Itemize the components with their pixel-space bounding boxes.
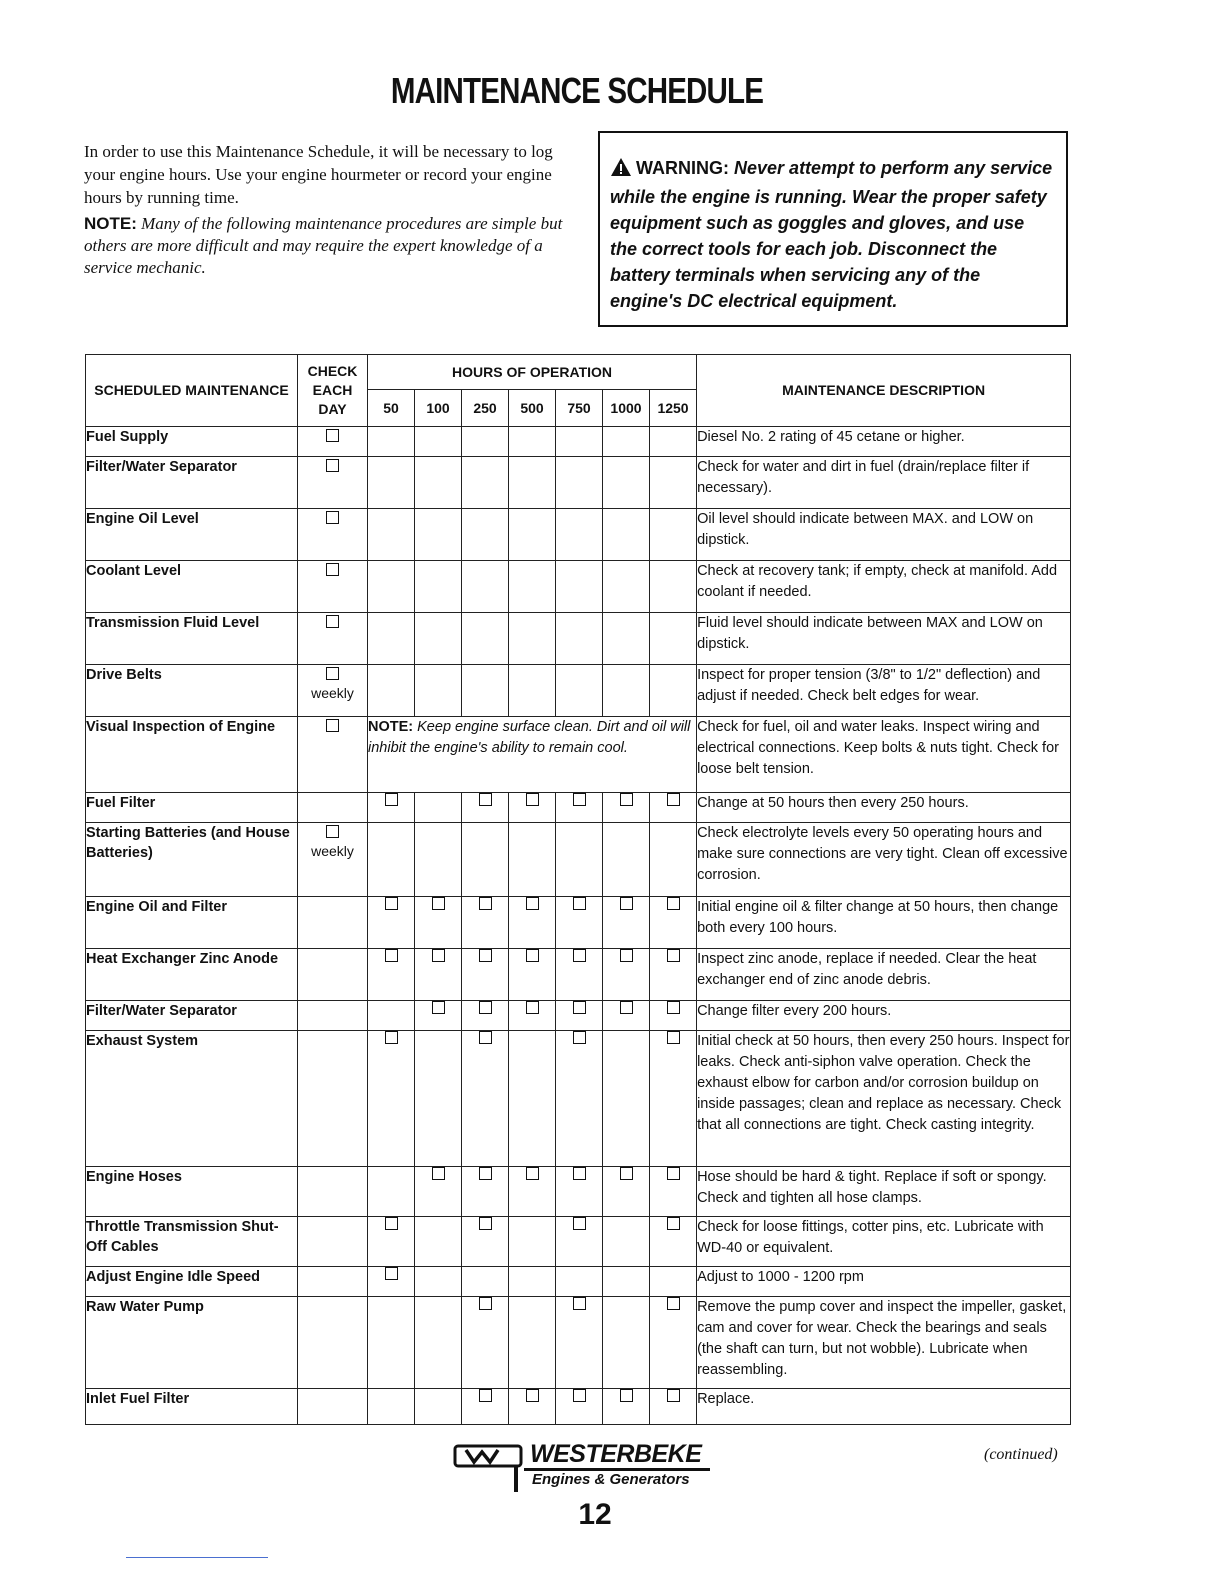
hour-checkbox[interactable] [573,1217,586,1230]
hour-cell [462,457,509,509]
hour-cell [509,665,556,717]
hour-cell [462,1297,509,1389]
maintenance-description: Inspect for proper tension (3/8" to 1/2" deflection) and adjust if needed. Check belt edges for wear. [697,665,1071,717]
hour-cell [415,1167,462,1217]
page-number: 12 [578,1498,612,1531]
hour-cell [368,1167,415,1217]
table-row [86,897,1071,949]
hour-cell [650,1389,697,1425]
hour-cell [509,1031,556,1167]
hours-note-cell [368,717,697,793]
hour-checkbox[interactable] [432,1167,445,1180]
hour-cell [415,427,462,457]
hour-cell [462,665,509,717]
hour-cell [368,949,415,1001]
hour-checkbox[interactable] [385,1267,398,1280]
hour-cell [462,949,509,1001]
hour-cell [415,665,462,717]
hour-cell [368,823,415,897]
hour-checkbox[interactable] [479,1167,492,1180]
table-row [86,823,1071,897]
note-text: Many of the following maintenance procedures are simple but others are more difficult and may require the expert knowledge of a service mechanic. [84,214,563,277]
hour-checkbox[interactable] [667,1297,680,1310]
hour-cell [650,1217,697,1267]
table-row [86,457,1071,509]
daily-checkbox[interactable] [326,459,339,472]
maintenance-item: Fuel Filter [86,793,298,823]
hour-column-header: 1000 [603,390,650,427]
maintenance-description: Initial check at 50 hours, then every 250 hours. Inspect for leaks. Check anti-siphon valve operation. Check the exhaust elbow for carbon and/or corrosion buildup on inside passages; clean and replace as necessary. Check that all connections are tight. Check casting integrity. [697,1031,1071,1167]
hour-cell [509,561,556,613]
table-row [86,1389,1071,1425]
maintenance-item: Engine Oil Level [86,509,298,561]
table-row [86,1267,1071,1297]
daily-note: weekly [311,685,354,701]
daily-check-cell [298,509,368,561]
maintenance-description: Inspect zinc anode, replace if needed. Clear the heat exchanger end of zinc anode debris. [697,949,1071,1001]
hour-cell [509,1217,556,1267]
hour-column-header: 250 [462,390,509,427]
hour-cell [603,793,650,823]
hour-cell [368,793,415,823]
table-row [86,793,1071,823]
hour-checkbox[interactable] [667,1389,680,1402]
hour-cell [650,561,697,613]
hour-cell [368,1217,415,1267]
hour-cell [462,897,509,949]
hour-cell [462,1001,509,1031]
hour-checkbox[interactable] [667,793,680,806]
hour-checkbox[interactable] [432,897,445,910]
hour-cell [368,1389,415,1425]
daily-checkbox[interactable] [326,511,339,524]
hour-cell [509,823,556,897]
hour-cell [368,427,415,457]
hour-cell [556,1031,603,1167]
table-row [86,509,1071,561]
hour-cell [556,823,603,897]
hour-cell [556,1217,603,1267]
note-label: NOTE: [84,214,137,233]
maintenance-description: Diesel No. 2 rating of 45 cetane or higher. [697,427,1071,457]
hour-cell [462,1267,509,1297]
table-row [86,949,1071,1001]
maintenance-item: Exhaust System [86,1031,298,1167]
hour-cell [603,665,650,717]
hour-cell [415,509,462,561]
hour-checkbox[interactable] [620,949,633,962]
intro-text-block [84,140,572,279]
hour-cell [462,1389,509,1425]
hour-checkbox[interactable] [385,793,398,806]
hour-cell [368,1297,415,1389]
hour-cell [509,457,556,509]
daily-check-cell [298,665,368,717]
maintenance-description: Adjust to 1000 - 1200 rpm [697,1267,1071,1297]
hour-checkbox[interactable] [526,793,539,806]
daily-check-cell [298,1297,368,1389]
daily-check-cell [298,793,368,823]
daily-checkbox[interactable] [326,825,339,838]
hour-cell [556,427,603,457]
table-row [86,1031,1071,1167]
hour-cell [509,613,556,665]
hour-cell [603,427,650,457]
hour-cell [415,897,462,949]
hour-cell [603,1297,650,1389]
hour-cell [603,949,650,1001]
hour-cell [509,1001,556,1031]
hour-cell [509,1167,556,1217]
maintenance-item: Drive Belts [86,665,298,717]
maintenance-item: Coolant Level [86,561,298,613]
daily-check-cell [298,1267,368,1297]
hour-cell [368,897,415,949]
hour-cell [415,1389,462,1425]
table-row [86,1297,1071,1389]
table-row [86,561,1071,613]
maintenance-item: Fuel Supply [86,427,298,457]
header-maintenance-description: MAINTENANCE DESCRIPTION [697,355,1071,427]
hour-cell [462,793,509,823]
daily-check-cell [298,823,368,897]
daily-checkbox[interactable] [326,615,339,628]
hour-cell [368,613,415,665]
hour-cell [509,1267,556,1297]
logo-badge [452,1442,526,1494]
divider-line [126,1557,268,1558]
hour-cell [603,897,650,949]
hour-column-header: 500 [509,390,556,427]
hour-cell [415,613,462,665]
hour-checkbox[interactable] [573,949,586,962]
hour-cell [462,509,509,561]
hour-cell [650,1001,697,1031]
daily-check-cell [298,717,368,793]
daily-check-cell [298,561,368,613]
header-hours-of-operation: HOURS OF OPERATION [368,355,697,390]
logo-brand: WESTERBEKE [530,1440,702,1468]
hour-cell [556,897,603,949]
hour-checkbox[interactable] [667,897,680,910]
hour-checkbox[interactable] [479,1031,492,1044]
daily-check-cell [298,1217,368,1267]
maintenance-description: Check at recovery tank; if empty, check at manifold. Add coolant if needed. [697,561,1071,613]
maintenance-description: Oil level should indicate between MAX. and LOW on dipstick. [697,509,1071,561]
hour-cell [462,613,509,665]
table-body [86,427,1071,1425]
continued-label: (continued) [984,1446,1058,1463]
daily-check-cell [298,949,368,1001]
hour-cell [650,949,697,1001]
hour-checkbox[interactable] [620,897,633,910]
hour-cell [603,1001,650,1031]
daily-check-cell [298,897,368,949]
hour-cell [556,457,603,509]
header-scheduled-maintenance: SCHEDULED MAINTENANCE [86,355,298,427]
hour-cell [556,793,603,823]
hour-cell [368,1267,415,1297]
maintenance-table [85,354,1071,1425]
hour-cell [603,1389,650,1425]
hour-checkbox[interactable] [667,1167,680,1180]
hour-checkbox[interactable] [573,897,586,910]
header-check-each-day: CHECK EACH DAY [298,355,368,427]
hour-checkbox[interactable] [385,1031,398,1044]
hour-cell [556,1297,603,1389]
hour-cell [509,949,556,1001]
hour-cell [509,897,556,949]
note-text: Keep engine surface clean. Dirt and oil will inhibit the engine's ability to remain cool. [368,719,691,756]
daily-check-cell [298,427,368,457]
hour-checkbox[interactable] [620,1001,633,1014]
maintenance-description: Remove the pump cover and inspect the impeller, gasket, cam and cover for wear. Check the bearings and seals (the shaft can turn, but not wobble). Lubricate when reassembling. [697,1297,1071,1389]
table-row [86,613,1071,665]
hour-cell [509,509,556,561]
hour-checkbox[interactable] [526,1001,539,1014]
hour-cell [509,1389,556,1425]
hour-checkbox[interactable] [479,1297,492,1310]
maintenance-description: Change at 50 hours then every 250 hours. [697,793,1071,823]
hour-cell [556,949,603,1001]
hour-checkbox[interactable] [573,1031,586,1044]
hour-checkbox[interactable] [385,897,398,910]
table-row [86,665,1071,717]
hour-checkbox[interactable] [432,1001,445,1014]
hour-cell [650,1167,697,1217]
warning-text: Never attempt to perform any service while the engine is running. Wear the proper safety equipment such as goggles and gloves, and use the correct tools for each job. Disconnect the battery terminals when servicing any of the engine's DC electrical equipment. [610,158,1053,311]
hour-cell [415,1217,462,1267]
daily-checkbox[interactable] [326,429,339,442]
hour-cell [650,457,697,509]
maintenance-description: Check electrolyte levels every 50 operating hours and make sure connections are very tight. Clean off excessive corrosion. [697,823,1071,897]
note-label: NOTE: [368,719,414,735]
hour-checkbox[interactable] [620,1389,633,1402]
maintenance-item: Raw Water Pump [86,1297,298,1389]
maintenance-item: Engine Oil and Filter [86,897,298,949]
maintenance-item: Starting Batteries (and House Batteries) [86,823,298,897]
daily-check-cell [298,457,368,509]
maintenance-description: Initial engine oil & filter change at 50 hours, then change both every 100 hours. [697,897,1071,949]
hour-cell [603,823,650,897]
hour-checkbox[interactable] [479,897,492,910]
hour-checkbox[interactable] [479,793,492,806]
hour-cell [556,665,603,717]
hour-cell [368,509,415,561]
hour-cell [556,1001,603,1031]
daily-check-cell [298,1389,368,1425]
hour-cell [415,1267,462,1297]
table-row [86,717,1071,793]
hour-checkbox[interactable] [526,949,539,962]
maintenance-description: Replace. [697,1389,1071,1425]
hour-cell [415,1031,462,1167]
hour-cell [415,457,462,509]
maintenance-item: Heat Exchanger Zinc Anode [86,949,298,1001]
page-title: MAINTENANCE SCHEDULE [390,70,764,111]
hour-cell [462,1031,509,1167]
hour-cell [603,613,650,665]
daily-checkbox[interactable] [326,719,339,732]
hour-cell [509,793,556,823]
hour-cell [462,1167,509,1217]
hour-checkbox[interactable] [573,793,586,806]
westerbeke-logo [452,1440,722,1496]
maintenance-item: Adjust Engine Idle Speed [86,1267,298,1297]
hour-cell [650,613,697,665]
hour-checkbox[interactable] [620,1167,633,1180]
warning-box [598,131,1068,327]
maintenance-item: Filter/Water Separator [86,457,298,509]
table-row [86,1167,1071,1217]
maintenance-item: Throttle Transmission Shut-Off Cables [86,1217,298,1267]
maintenance-description: Check for loose fittings, cotter pins, etc. Lubricate with WD-40 or equivalent. [697,1217,1071,1267]
hour-cell [603,1217,650,1267]
hour-checkbox[interactable] [573,1297,586,1310]
warning-label: WARNING: [636,158,729,178]
hour-cell [415,1297,462,1389]
hour-checkbox[interactable] [620,793,633,806]
hour-cell [650,427,697,457]
hour-cell [603,1267,650,1297]
daily-check-cell [298,1167,368,1217]
hour-checkbox[interactable] [667,1031,680,1044]
hour-checkbox[interactable] [667,949,680,962]
table-row [86,1001,1071,1031]
maintenance-description: Check for fuel, oil and water leaks. Inspect wiring and electrical connections. Keep bolts & nuts tight. Check for loose belt tension. [697,717,1071,793]
hour-cell [368,1001,415,1031]
daily-note: weekly [311,843,354,859]
warning-triangle-icon [610,157,632,184]
hour-cell [650,1031,697,1167]
hour-cell [650,823,697,897]
hour-cell [368,665,415,717]
hour-checkbox[interactable] [667,1001,680,1014]
hour-cell [415,823,462,897]
hour-cell [556,561,603,613]
logo-tagline: Engines & Generators [532,1471,690,1488]
hour-cell [415,793,462,823]
hour-checkbox[interactable] [385,1217,398,1230]
hour-cell [368,457,415,509]
hour-checkbox[interactable] [526,1389,539,1402]
daily-checkbox[interactable] [326,667,339,680]
hour-cell [415,561,462,613]
daily-check-cell [298,1001,368,1031]
maintenance-item: Inlet Fuel Filter [86,1389,298,1425]
maintenance-item: Filter/Water Separator [86,1001,298,1031]
table-row [86,1217,1071,1267]
hour-cell [415,1001,462,1031]
hour-checkbox[interactable] [526,1167,539,1180]
hour-cell [650,793,697,823]
hour-cell [509,427,556,457]
hour-column-header: 1250 [650,390,697,427]
hour-checkbox[interactable] [479,1217,492,1230]
hour-column-header: 50 [368,390,415,427]
hour-cell [650,665,697,717]
hour-column-header: 750 [556,390,603,427]
daily-check-cell [298,613,368,665]
hour-checkbox[interactable] [385,949,398,962]
maintenance-description: Hose should be hard & tight. Replace if soft or spongy. Check and tighten all hose clamps. [697,1167,1071,1217]
hour-cell [603,1031,650,1167]
hour-cell [368,561,415,613]
intro-note [84,213,572,279]
hour-cell [603,457,650,509]
hour-cell [603,561,650,613]
hour-checkbox[interactable] [573,1167,586,1180]
hour-checkbox[interactable] [573,1389,586,1402]
intro-paragraph: In order to use this Maintenance Schedule, it will be necessary to log your engine hours. Use your engine hourmeter or record your engine hours by running time. [84,142,553,207]
hour-cell [650,1267,697,1297]
hour-checkbox[interactable] [479,1001,492,1014]
hour-cell [556,1389,603,1425]
hour-cell [556,509,603,561]
hour-cell [509,1297,556,1389]
hour-cell [556,1167,603,1217]
maintenance-item: Visual Inspection of Engine [86,717,298,793]
hour-checkbox[interactable] [432,949,445,962]
maintenance-description: Change filter every 200 hours. [697,1001,1071,1031]
maintenance-item: Transmission Fluid Level [86,613,298,665]
hour-cell [650,897,697,949]
hour-cell [556,613,603,665]
hour-cell [650,1297,697,1389]
hour-cell [556,1267,603,1297]
table-row [86,427,1071,457]
hour-cell [462,427,509,457]
maintenance-item: Engine Hoses [86,1167,298,1217]
hour-checkbox[interactable] [479,949,492,962]
maintenance-description: Fluid level should indicate between MAX and LOW on dipstick. [697,613,1071,665]
daily-check-cell [298,1031,368,1167]
maintenance-description: Check for water and dirt in fuel (drain/replace filter if necessary). [697,457,1071,509]
hour-cell [368,1031,415,1167]
hour-cell [462,823,509,897]
hour-column-header: 100 [415,390,462,427]
hour-cell [603,509,650,561]
hour-cell [650,509,697,561]
hour-cell [415,949,462,1001]
hour-cell [462,561,509,613]
hour-checkbox[interactable] [667,1217,680,1230]
hour-checkbox[interactable] [573,1001,586,1014]
hour-checkbox[interactable] [526,897,539,910]
hour-cell [603,1167,650,1217]
daily-checkbox[interactable] [326,563,339,576]
hour-cell [462,1217,509,1267]
hour-checkbox[interactable] [479,1389,492,1402]
